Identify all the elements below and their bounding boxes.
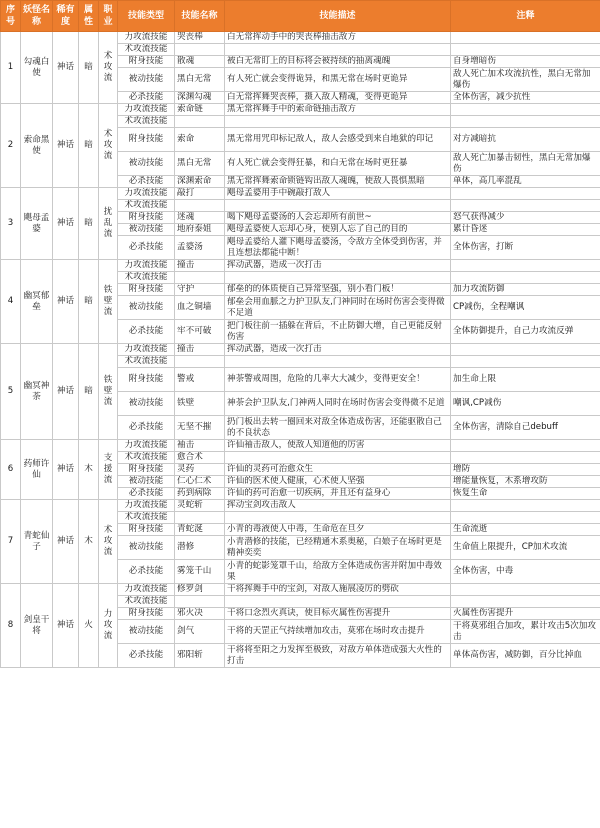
skill-type: 被动技能 [118, 224, 175, 236]
monster-rarity: 神话 [53, 188, 79, 260]
header-element: 属性 [79, 1, 99, 32]
skill-note: 生命值上限提升，CP加术攻流 [451, 536, 600, 560]
skill-name: 警戒 [175, 368, 225, 392]
skill-type: 力攻流技能 [118, 440, 175, 452]
monster-element: 木 [79, 500, 99, 584]
monster-class: 术攻流 [99, 32, 118, 104]
skill-type: 附身技能 [118, 608, 175, 620]
table-row [1, 344, 600, 356]
skill-desc: 白无常挥舞哭丧棒，摄入敌人精魂，变得更诡异 [225, 92, 451, 104]
skill-name [175, 116, 225, 128]
skill-name: 迷魂 [175, 212, 225, 224]
monster-rarity: 神话 [53, 344, 79, 440]
skill-desc: 许仙的灵药可治愈众生 [225, 464, 451, 476]
skill-desc: 许仙袖击敌人，使敌人知道他的厉害 [225, 440, 451, 452]
skill-note: 生命流逝 [451, 524, 600, 536]
monster-class: 支援流 [99, 440, 118, 500]
skill-desc: 喝下飓母孟婆汤的人会忘却所有前世~ [225, 212, 451, 224]
skill-desc: 许仙的药可治愈一切疾病，并且还有益身心 [225, 488, 451, 500]
skill-name: 潜修 [175, 536, 225, 560]
skill-desc: 挥动武器，造成一次打击 [225, 344, 451, 356]
skill-type: 力攻流技能 [118, 344, 175, 356]
skill-note [451, 104, 600, 116]
skill-type: 附身技能 [118, 368, 175, 392]
skill-desc: 扔门板出去转一圈回来对敌全体造成伤害，还能驱散自己的不良状态 [225, 416, 451, 440]
skill-type: 被动技能 [118, 536, 175, 560]
skill-desc [225, 452, 451, 464]
skill-name: 铁壁 [175, 392, 225, 416]
skill-name [175, 200, 225, 212]
skill-name: 剑气 [175, 620, 225, 644]
monster-index: 7 [1, 500, 21, 584]
skill-note [451, 512, 600, 524]
skill-note: 全体伤害，中毒 [451, 560, 600, 584]
skill-note: 增防 [451, 464, 600, 476]
skill-type: 术攻流技能 [118, 452, 175, 464]
skill-desc: 郁垒的的体质使自己异常坚强，别小看门板！ [225, 284, 451, 296]
skill-type: 附身技能 [118, 56, 175, 68]
skill-note [451, 32, 600, 44]
monster-rarity: 神话 [53, 500, 79, 584]
monster-rarity: 神话 [53, 440, 79, 500]
monster-class: 术攻流 [99, 500, 118, 584]
skill-desc: 飓母孟婆给人灌下飓母孟婆汤，令敌方全体受到伤害，并且连想法都能中断！ [225, 236, 451, 260]
skill-note [451, 200, 600, 212]
skill-type: 附身技能 [118, 284, 175, 296]
skill-type: 力攻流技能 [118, 104, 175, 116]
table-row [1, 584, 600, 596]
skill-desc: 把门板往前一插躲在背后，不止防御大增，自己更能反射伤害 [225, 320, 451, 344]
skill-note: 增能量恢复，木系增攻防 [451, 476, 600, 488]
skill-note [451, 452, 600, 464]
skill-type: 术攻流技能 [118, 512, 175, 524]
skill-desc: 黑无常挥舞手中的索命链抽击敌方 [225, 104, 451, 116]
skill-name: 哭丧棒 [175, 32, 225, 44]
skill-desc: 干将口念烈火真诀，使目标火属性伤害提升 [225, 608, 451, 620]
monster-index: 1 [1, 32, 21, 104]
header-rarity: 稀有度 [53, 1, 79, 32]
monster-element: 暗 [79, 260, 99, 344]
monster-name: 青蛇仙子 [21, 500, 53, 584]
skill-name: 索命链 [175, 104, 225, 116]
skill-desc [225, 200, 451, 212]
skill-type: 附身技能 [118, 524, 175, 536]
skill-type: 必杀技能 [118, 488, 175, 500]
skill-desc: 干将将至阳之力发挥至极致，对敌方单体造成强大火性的打击 [225, 644, 451, 668]
header-class: 职业 [99, 1, 118, 32]
monster-rarity: 神话 [53, 32, 79, 104]
skill-type: 术攻流技能 [118, 356, 175, 368]
skill-type: 必杀技能 [118, 176, 175, 188]
skill-name: 索命 [175, 128, 225, 152]
skill-type: 被动技能 [118, 152, 175, 176]
skill-name: 邪阳斩 [175, 644, 225, 668]
skill-desc [225, 512, 451, 524]
monster-element: 暗 [79, 32, 99, 104]
monster-index: 4 [1, 260, 21, 344]
skill-note [451, 260, 600, 272]
skill-name: 青蛇涎 [175, 524, 225, 536]
monster-rarity: 神话 [53, 584, 79, 668]
skill-desc: 挥动武器，造成一次打击 [225, 260, 451, 272]
monster-element: 暗 [79, 344, 99, 440]
skill-name: 撞击 [175, 260, 225, 272]
skill-note: 加力攻流防御 [451, 284, 600, 296]
skill-desc: 小青的毒液使人中毒，生命危在旦夕 [225, 524, 451, 536]
skill-note: 恢复生命 [451, 488, 600, 500]
skill-desc: 飓母孟婆用手中碗敲打敌人 [225, 188, 451, 200]
skill-desc: 有人死亡就会变得诡异，和黑无常在场时更诡异 [225, 68, 451, 92]
skill-type: 附身技能 [118, 464, 175, 476]
monster-index: 5 [1, 344, 21, 440]
skill-name: 撞击 [175, 344, 225, 356]
monster-name: 勾魂白使 [21, 32, 53, 104]
header-row [1, 1, 600, 32]
skill-type: 被动技能 [118, 476, 175, 488]
skill-note [451, 344, 600, 356]
skill-type: 必杀技能 [118, 236, 175, 260]
monster-class: 力攻流 [99, 584, 118, 668]
skill-type: 术攻流技能 [118, 44, 175, 56]
skill-note: 全体伤害，清除自己debuff [451, 416, 600, 440]
monster-element: 暗 [79, 104, 99, 188]
skill-type: 附身技能 [118, 128, 175, 152]
skill-type: 术攻流技能 [118, 116, 175, 128]
table-row [1, 32, 600, 44]
monster-element: 暗 [79, 188, 99, 260]
skill-name [175, 44, 225, 56]
skill-name: 灵蛇斩 [175, 500, 225, 512]
skill-desc: 白无常挥动手中的哭丧棒抽击敌方 [225, 32, 451, 44]
monster-class: 铁壁流 [99, 260, 118, 344]
skill-name: 敲打 [175, 188, 225, 200]
skill-name: 药到病除 [175, 488, 225, 500]
skill-desc [225, 44, 451, 56]
monster-element: 火 [79, 584, 99, 668]
monster-name: 幽冥郁垒 [21, 260, 53, 344]
monster-name: 索命黑使 [21, 104, 53, 188]
skill-name: 仁心仁术 [175, 476, 225, 488]
skill-type: 力攻流技能 [118, 32, 175, 44]
skill-name: 地府泰姐 [175, 224, 225, 236]
header-name: 妖怪名称 [21, 1, 53, 32]
skill-name: 黑白无常 [175, 68, 225, 92]
skill-name: 袖击 [175, 440, 225, 452]
table-row [1, 188, 600, 200]
skill-name [175, 272, 225, 284]
skill-type: 术攻流技能 [118, 596, 175, 608]
skill-name: 孟婆汤 [175, 236, 225, 260]
skill-type: 术攻流技能 [118, 272, 175, 284]
skill-note [451, 440, 600, 452]
table-row [1, 500, 600, 512]
skill-desc: 有人死亡就会变得狂暴，和白无常在场时更狂暴 [225, 152, 451, 176]
skill-note [451, 500, 600, 512]
skill-note: 敌人死亡加暴击韧性，黑白无常加爆伤 [451, 152, 600, 176]
skill-note: 全体防御提升，自己力攻流反弹 [451, 320, 600, 344]
skill-desc: 飓母孟婆使人忘却心身，使别人忘了自己的目的 [225, 224, 451, 236]
header-skill-desc: 技能描述 [225, 1, 451, 32]
skill-type: 必杀技能 [118, 416, 175, 440]
skill-name: 散魂 [175, 56, 225, 68]
monster-rarity: 神话 [53, 104, 79, 188]
skill-type: 力攻流技能 [118, 260, 175, 272]
skill-name: 愈合术 [175, 452, 225, 464]
skill-desc: 黑无常挥舞索命锁链钩出敌人魂魄，使敌人畏惧黑暗 [225, 176, 451, 188]
skill-desc [225, 272, 451, 284]
skill-note: 怒气获得减少 [451, 212, 600, 224]
table-row [1, 440, 600, 452]
table-body [1, 32, 600, 668]
monster-name: 药师许仙 [21, 440, 53, 500]
monster-element: 木 [79, 440, 99, 500]
skill-note [451, 116, 600, 128]
table-row [1, 104, 600, 116]
skill-name: 血之铜墙 [175, 296, 225, 320]
skill-name [175, 596, 225, 608]
skill-name: 灵药 [175, 464, 225, 476]
skill-note: 单体，高几率混乱 [451, 176, 600, 188]
skill-note: 全体伤害，减少抗性 [451, 92, 600, 104]
skill-note [451, 356, 600, 368]
skill-desc: 挥动宝剑攻击敌人 [225, 500, 451, 512]
skill-note: 全体伤害，打断 [451, 236, 600, 260]
header-index: 序号 [1, 1, 21, 32]
skill-note: 单体高伤害，减防御，百分比掉血 [451, 644, 600, 668]
monster-name: 飓母孟婆 [21, 188, 53, 260]
skill-desc: 干将的天罡正气持续增加攻击，莫邪在场时攻击提升 [225, 620, 451, 644]
skill-type: 必杀技能 [118, 644, 175, 668]
skill-desc: 神荼警戒周围，危险的几率大大减少，变得更安全！ [225, 368, 451, 392]
skill-note: CP减伤，全程嘲讽 [451, 296, 600, 320]
skill-note: 对方减暗抗 [451, 128, 600, 152]
monster-name: 幽冥神荼 [21, 344, 53, 440]
skill-desc: 被白无常盯上的目标将会被持续的抽离魂魄 [225, 56, 451, 68]
monster-index: 2 [1, 104, 21, 188]
skill-desc: 黑无常用咒印标记敌人，敌人会感受到来自地狱的印记 [225, 128, 451, 152]
monster-index: 3 [1, 188, 21, 260]
skill-type: 力攻流技能 [118, 500, 175, 512]
skill-desc: 小青潜修的技能，已经精通木系奥秘，白娘子在场时更是精神奕奕 [225, 536, 451, 560]
monster-rarity: 神话 [53, 260, 79, 344]
skill-desc: 神荼会护卫队友,门神两人同时在场时伤害会变得微不足道 [225, 392, 451, 416]
skill-name: 牢不可破 [175, 320, 225, 344]
skill-name [175, 512, 225, 524]
skill-desc: 郁垒会用血脈之力护卫队友,门神同时在场时伤害会变得微不足道 [225, 296, 451, 320]
skill-name [175, 356, 225, 368]
table-row [1, 260, 600, 272]
skill-note [451, 584, 600, 596]
header-skill-name: 技能名称 [175, 1, 225, 32]
skill-note: 自身增暗伤 [451, 56, 600, 68]
skill-type: 必杀技能 [118, 92, 175, 104]
skill-name: 修罗剑 [175, 584, 225, 596]
skill-note [451, 44, 600, 56]
skill-type: 被动技能 [118, 620, 175, 644]
skill-type: 被动技能 [118, 68, 175, 92]
skill-name: 守护 [175, 284, 225, 296]
skill-desc: 小青的蛇影笼罩千山，给敌方全体造成伤害并附加中毒效果 [225, 560, 451, 584]
skill-note: 敌人死亡加术攻流抗性，黑白无常加爆伤 [451, 68, 600, 92]
skill-desc [225, 116, 451, 128]
skill-note: 火属性伤害提升 [451, 608, 600, 620]
monster-class: 术攻流 [99, 104, 118, 188]
header-skill-type: 技能类型 [118, 1, 175, 32]
skill-name: 深渊索命 [175, 176, 225, 188]
skill-note: 干将莫邪组合加攻，累计攻击5次加攻击 [451, 620, 600, 644]
skill-type: 力攻流技能 [118, 584, 175, 596]
skill-type: 术攻流技能 [118, 200, 175, 212]
monster-class: 铁壁流 [99, 344, 118, 440]
monster-class: 扰乱流 [99, 188, 118, 260]
skill-name: 邪火决 [175, 608, 225, 620]
skill-type: 被动技能 [118, 392, 175, 416]
skill-type: 被动技能 [118, 296, 175, 320]
skill-desc: 许仙的医术使人健康，心术使人坚强 [225, 476, 451, 488]
skill-desc [225, 356, 451, 368]
skill-note [451, 188, 600, 200]
skill-note [451, 596, 600, 608]
monster-name: 剑皇干将 [21, 584, 53, 668]
monster-index: 8 [1, 584, 21, 668]
skill-type: 力攻流技能 [118, 188, 175, 200]
monster-index: 6 [1, 440, 21, 500]
skill-note [451, 272, 600, 284]
skill-name: 深渊勾魂 [175, 92, 225, 104]
skill-desc [225, 596, 451, 608]
skill-name: 黑白无常 [175, 152, 225, 176]
skill-desc: 干将挥舞手中的宝剑，对敌人施展凌厉的劈砍 [225, 584, 451, 596]
skill-note: 嘲讽,CP减伤 [451, 392, 600, 416]
skill-type: 必杀技能 [118, 560, 175, 584]
skill-note: 加生命上限 [451, 368, 600, 392]
skill-name: 雾笼千山 [175, 560, 225, 584]
skill-type: 必杀技能 [118, 320, 175, 344]
skill-type: 附身技能 [118, 212, 175, 224]
header-note: 注释 [451, 1, 600, 32]
skill-note: 累计昏迷 [451, 224, 600, 236]
skill-name: 无坚不摧 [175, 416, 225, 440]
